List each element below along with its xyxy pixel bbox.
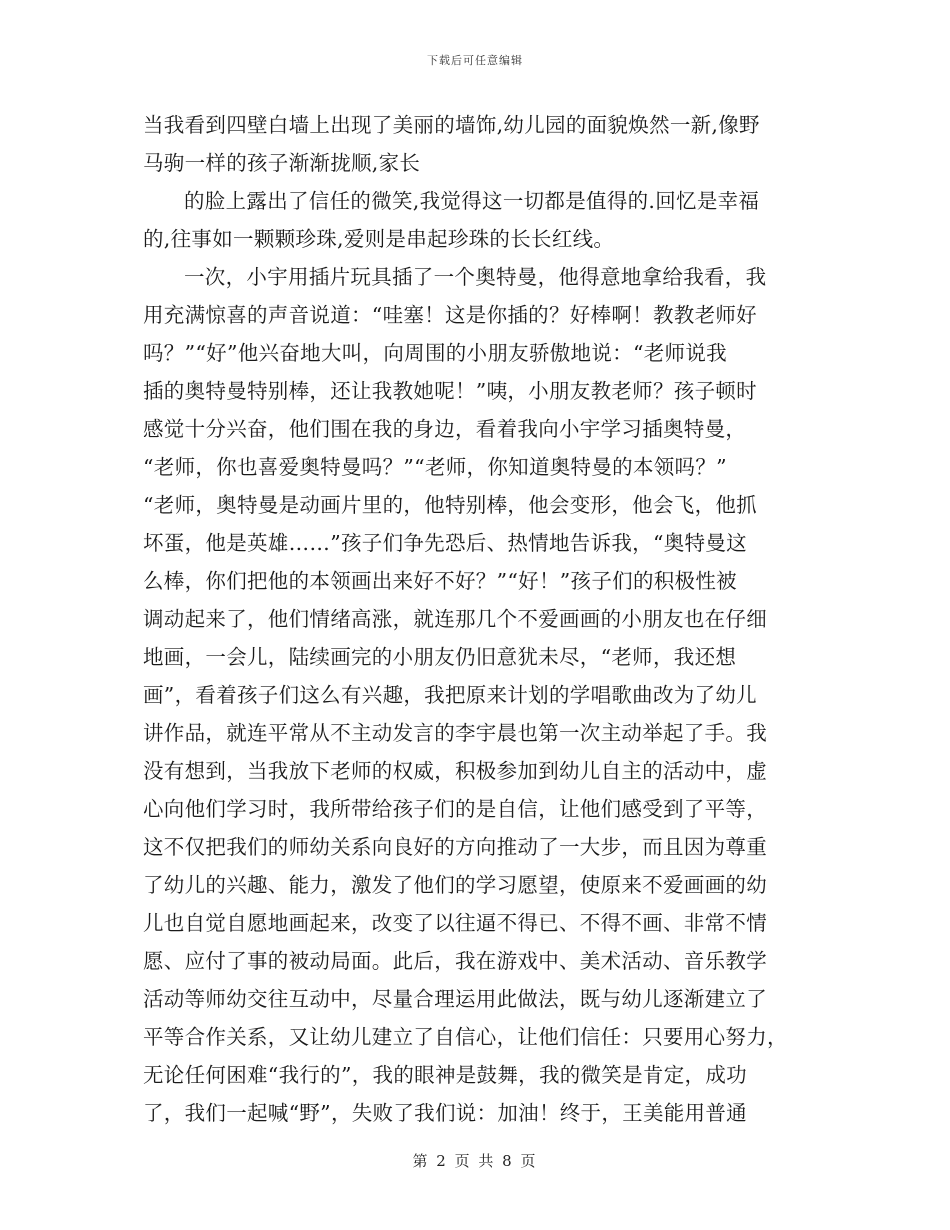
text-line: 讲作品，就连平常从不主动发言的李宇晨也第一次主动举起了手。我 (143, 721, 767, 745)
text-line: 地画，一会儿，陆续画完的小朋友仍旧意犹未尽，“老师，我还想 (143, 645, 737, 669)
text-line: 的,往事如一颗颗珍珠,爱则是串起珍珠的长长红线。 (143, 227, 615, 251)
document-body (143, 106, 811, 1132)
text-line: 心向他们学习时，我所带给孩子们的是自信，让他们感受到了平等， (143, 797, 767, 821)
text-line: 平等合作关系，又让幼儿建立了自信心，让他们信任：只要用心努力， (143, 1025, 788, 1049)
text-line: 这不仅把我们的师幼关系向良好的方向推动了一大步，而且因为尊重 (143, 835, 767, 859)
text-line: 了幼儿的兴趣、能力，激发了他们的学习愿望，使原来不爱画画的幼 (143, 873, 767, 897)
text-line: 画”，看着孩子们这么有兴趣，我把原来计划的学唱歌曲改为了幼儿 (143, 683, 757, 707)
page-header: 下载后可任意编辑 (427, 54, 523, 67)
text-line: 感觉十分兴奋，他们围在我的身边，看着我向小宇学习插奥特曼， (143, 417, 747, 441)
text-line: 没有想到，当我放下老师的权威，积极参加到幼儿自主的活动中，虚 (143, 759, 767, 783)
text-line: 当我看到四壁白墙上出现了美丽的墙饰,幼儿园的面貌焕然一新,像野 (143, 113, 760, 137)
text-line: 用充满惊喜的声音说道：“哇塞！这是你插的？好棒啊！教教老师好 (143, 303, 757, 327)
text-line: 一次，小宇用插片玩具插了一个奥特曼，他得意地拿给我看，我 (184, 265, 767, 289)
text-line: 调动起来了，他们情绪高涨，就连那几个不爱画画的小朋友也在仔细 (143, 607, 767, 631)
text-line: 坏蛋，他是英雄……”孩子们争先恐后、热情地告诉我，“奥特曼这 (143, 531, 747, 555)
text-line: 马驹一样的孩子渐渐拢顺,家长 (143, 151, 421, 175)
text-line: “老师，奥特曼是动画片里的，他特别棒，他会变形，他会飞，他抓 (143, 493, 757, 517)
page-footer: 第 2 页 共 8 页 (412, 1152, 538, 1170)
text-line: 插的奥特曼特别棒，还让我教她呢！”咦，小朋友教老师？孩子顿时 (143, 379, 757, 403)
text-line: “老师，你也喜爱奥特曼吗？”“老师，你知道奥特曼的本领吗？” (143, 455, 727, 479)
text-line: 儿也自觉自愿地画起来，改变了以往逼不得已、不得不画、非常不情 (143, 911, 767, 935)
text-line: 无论任何困难“我行的”，我的眼神是鼓舞，我的微笑是肯定，成功 (143, 1063, 747, 1087)
text-line: 么棒，你们把他的本领画出来好不好？”“好！”孩子们的积极性被 (143, 569, 737, 593)
text-line: 了，我们一起喊“野”，失败了我们说：加油！终于，王美能用普通 (143, 1101, 747, 1125)
text-line: 活动等师幼交往互动中，尽量合理运用此做法，既与幼儿逐渐建立了 (143, 987, 767, 1011)
text-line: 吗？”“好”他兴奋地大叫，向周围的小朋友骄傲地说：“老师说我 (143, 341, 727, 365)
text-line: 愿、应付了事的被动局面。此后，我在游戏中、美术活动、音乐教学 (143, 949, 767, 973)
text-line: 的脸上露出了信任的微笑,我觉得这一切都是值得的.回忆是幸福 (184, 189, 760, 213)
